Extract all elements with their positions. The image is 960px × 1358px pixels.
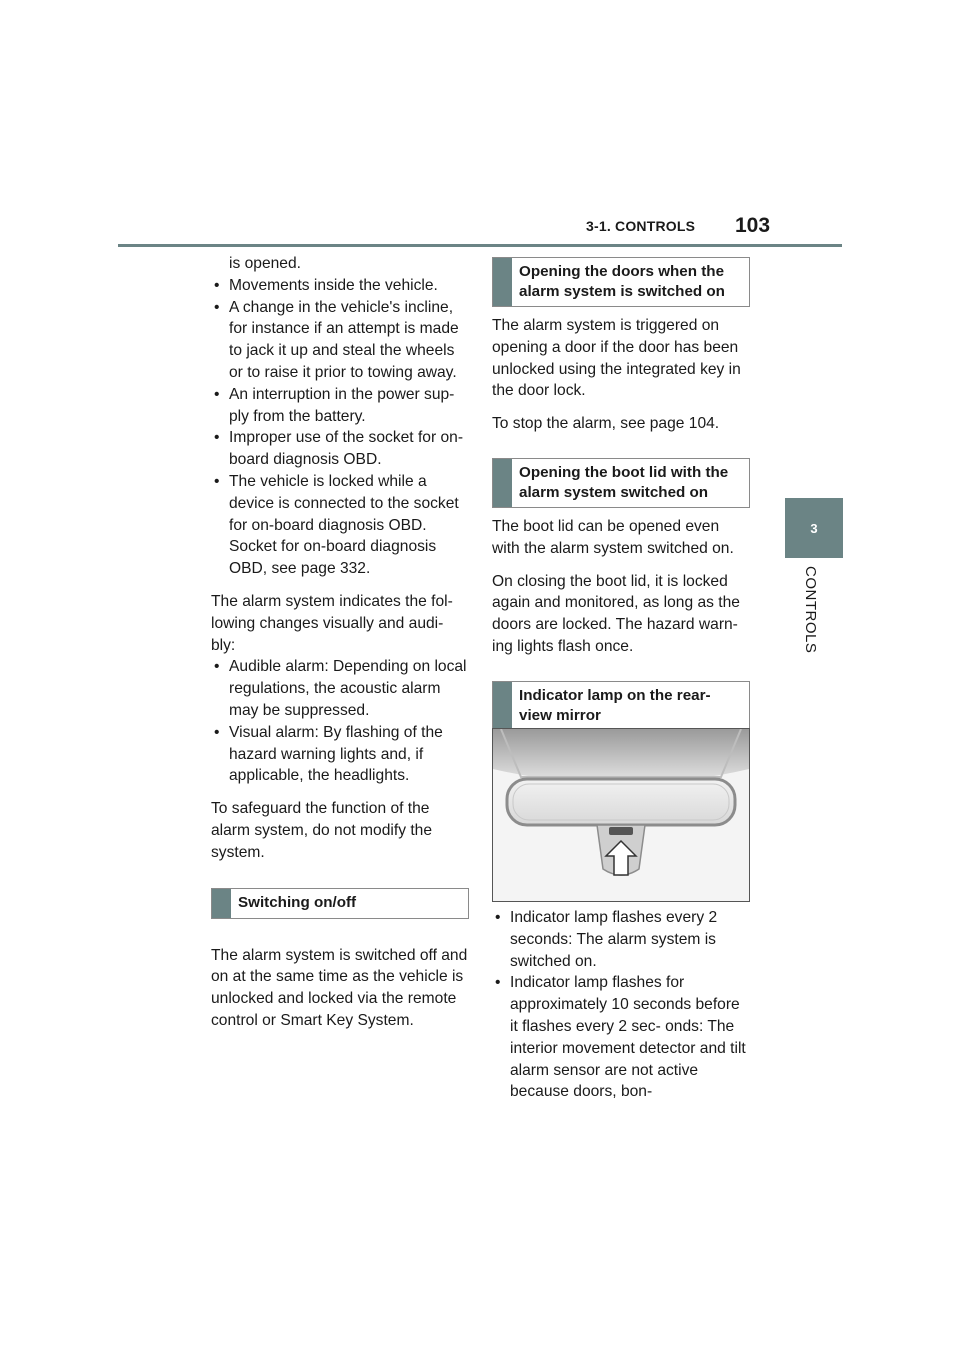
- list-item: • Movements inside the vehicle.: [211, 275, 469, 297]
- section-heading-boot: [492, 458, 750, 508]
- paragraph: On closing the boot lid, it is locked again and monitored, as long as the doors are locked. The hazard warn- ing lights flash once.: [492, 572, 740, 655]
- page-number: 103: [735, 214, 771, 237]
- chapter-tab: [785, 498, 843, 558]
- list-item: • Indicator lamp flashes every 2 seconds: The alarm system is switched on.: [492, 907, 750, 972]
- list-item: • Improper use of the socket for on-board diagnosis OBD.: [211, 427, 469, 471]
- list-item: • Audible alarm: Depending on local regulations, the acoustic alarm may be suppressed.: [211, 656, 469, 721]
- heading-text: Switching on/off: [238, 894, 357, 912]
- section-title: 3-1. CONTROLS: [586, 218, 696, 234]
- list-item: • A change in the vehicle's incline, for instance if an attempt is made to jack it up and steal the wheels or to raise it prior to towing away.: [211, 297, 469, 384]
- section-heading-switching: [211, 888, 469, 919]
- indicator-lamp: [609, 827, 633, 835]
- paragraph: The boot lid can be opened even with the alarm system switched on.: [492, 517, 734, 557]
- chapter-tab-label: CONTROLS: [802, 566, 819, 654]
- alarm-indication-list: [211, 656, 469, 787]
- mirror-glass: [507, 779, 735, 825]
- left-column: [211, 253, 469, 1043]
- list-item: • The vehicle is locked while a device is connected to the socket for on-board diagnosis OBD. Socket for on-board diagnosis OBD, see page 332.: [211, 471, 469, 580]
- list-item: • Visual alarm: By flashing of the hazard warning lights and, if applicable, the headlights.: [211, 722, 469, 787]
- paragraph: To stop the alarm, see page 104.: [492, 415, 720, 433]
- right-column: [492, 257, 750, 731]
- heading-marker: [212, 889, 231, 918]
- list-item: • An interruption in the power sup- ply from the battery.: [211, 384, 469, 428]
- heading-text: Opening the boot lid with the alarm system switched on: [519, 463, 729, 501]
- heading-text: Indicator lamp on the rear-view mirror: [519, 686, 711, 724]
- alarm-trigger-list: [211, 275, 469, 580]
- indicator-lamp-list-wrapper: [492, 907, 750, 1114]
- paragraph: The alarm system is triggered on opening a door if the door has been unlocked using the integrated key in the door lock.: [492, 317, 741, 400]
- heading-marker: [493, 459, 512, 507]
- section-heading-doors: [492, 257, 750, 307]
- paragraph: The alarm system is switched off and on at the same time as the vehicle is unlocked and locked via the remote control or Smart Key System.: [211, 946, 468, 1029]
- headliner-shading: [493, 729, 749, 784]
- mirror-drawing: [493, 729, 749, 901]
- heading-text: Opening the doors when the alarm system is switched on: [519, 263, 725, 300]
- heading-marker: [493, 682, 512, 730]
- continued-text: is opened.: [229, 255, 301, 272]
- heading-marker: [493, 258, 512, 306]
- rear-view-mirror-illustration: [492, 728, 750, 902]
- header-divider: [118, 244, 842, 247]
- list-item: • Indicator lamp flashes for approximately 10 seconds before it flashes every 2 sec- onds: The interior movement detector and tilt alarm sensor are not active because doors, bon-: [492, 972, 750, 1103]
- paragraph: To safeguard the function of the alarm system, do not modify the system.: [211, 800, 433, 861]
- chapter-number: 3: [810, 520, 818, 536]
- indicator-lamp-list: [492, 907, 750, 1103]
- section-heading-lamp: [492, 681, 750, 731]
- paragraph: The alarm system indicates the fol- lowing changes visually and audi- bly:: [211, 592, 453, 654]
